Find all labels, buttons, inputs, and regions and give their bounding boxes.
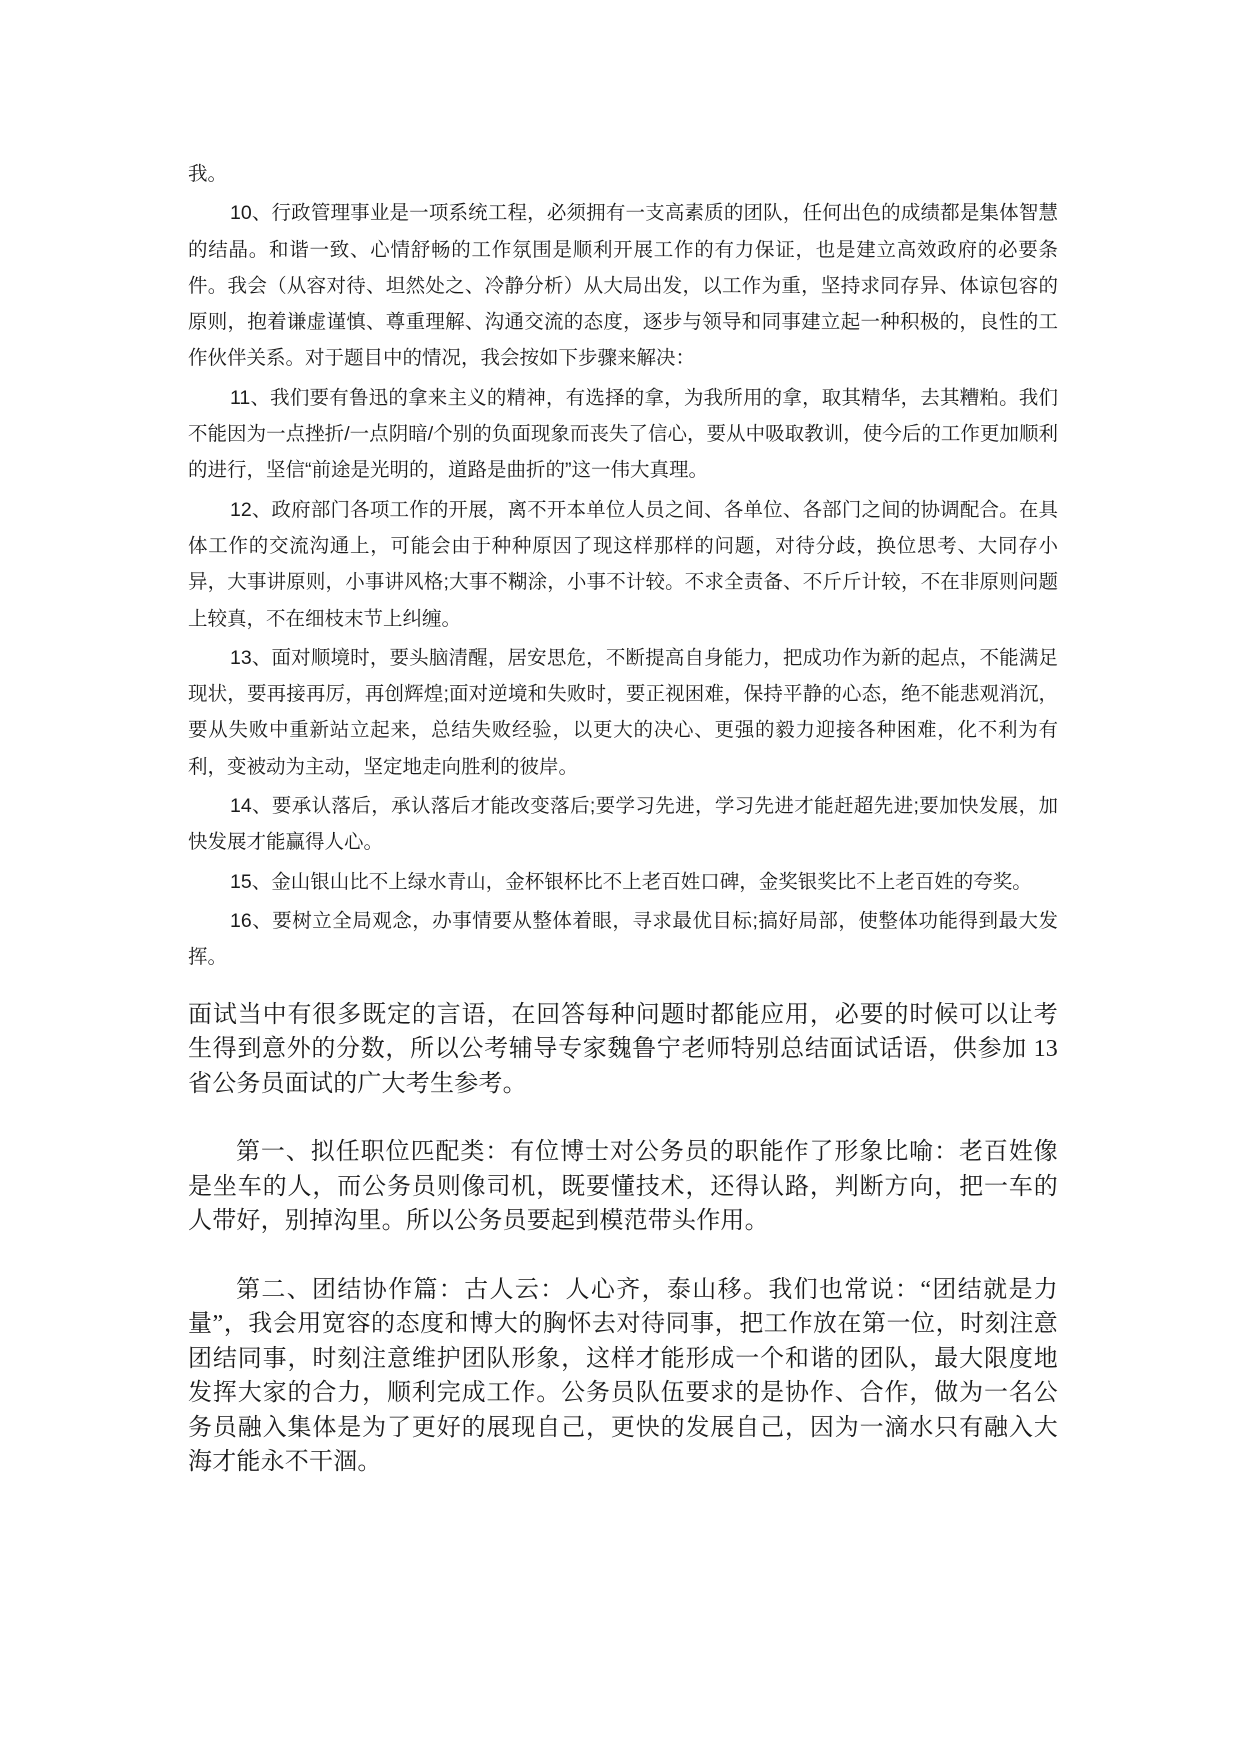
section-1-paragraph: 第一、拟任职位匹配类：有位博士对公务员的职能作了形象比喻：老百姓像是坐车的人，而公务员则像司机，既要懂技术，还得认路，判断方向，把一车的人带好，别掉沟里。所以公务员要起到模范带头作用。 (188, 1139, 1058, 1235)
document-page (188, 156, 1058, 1480)
numbered-list (188, 156, 1058, 976)
interview-phrases-section (188, 998, 1058, 1480)
section-2-paragraph: 第二、团结协作篇：古人云：人心齐，泰山移。我们也常说：“团结就是力量”，我会用宽容的态度和博大的胸怀去对待同事，把工作放在第一位，时刻注意团结同事，时刻注意维护团队形象，这样才能形成一个和谐的团队，最大限度地发挥大家的合力，顺利完成工作。公务员队伍要求的是协作、合作，做为一名公务员融入集体是为了更好的展现自己，更快的发展自己，因为一滴水只有融入大海才能永不干涸。 (188, 1276, 1058, 1476)
list-item-14: 14、要承认落后，承认落后才能改变落后;要学习先进，学习先进才能赶超先进;要加快发展，加快发展才能赢得人心。 (188, 795, 1058, 854)
list-item-13: 13、面对顺境时，要头脑清醒，居安思危，不断提高自身能力，把成功作为新的起点，不能满足现状，要再接再厉，再创辉煌;面对逆境和失败时，要正视困难，保持平静的心态，绝不能悲观消沉，要从失败中重新站立起来，总结失败经验，以更大的决心、更强的毅力迎接各种困难，化不利为有利，变被动为主动，坚定地走向胜利的彼岸。 (188, 646, 1058, 778)
list-item-16: 16、要树立全局观念，办事情要从整体着眼，寻求最优目标;搞好局部，使整体功能得到最大发挥。 (188, 909, 1058, 969)
list-item-15: 15、金山银山比不上绿水青山，金杯银杯比不上老百姓口碑，金奖银奖比不上老百姓的夸奖。 (230, 870, 1032, 893)
paragraph-continuation: 我。 (188, 163, 228, 185)
intro-paragraph: 面试当中有很多既定的言语，在回答每种问题时都能应用，必要的时候可以让考生得到意外的分数，所以公考辅导专家魏鲁宁老师特别总结面试话语，供参加 13 省公务员面试的广大考生参考。 (188, 1001, 1058, 1097)
list-item-11: 11、我们要有鲁迅的拿来主义的精神，有选择的拿，为我所用的拿，取其精华，去其糟粕。我们不能因为一点挫折/一点阴暗/个别的负面现象而丧失了信心，要从中吸取教训，使今后的工作更加顺利的进行，坚信“前途是光明的，道路是曲折的”这一伟大真理。 (188, 386, 1058, 482)
list-item-10: 10、行政管理事业是一项系统工程，必须拥有一支高素质的团队，任何出色的成绩都是集体智慧的结晶。和谐一致、心情舒畅的工作氛围是顺利开展工作的有力保证，也是建立高效政府的必要条件。我会（从容对待、坦然处之、冷静分析）从大局出发，以工作为重，坚持求同存异、体谅包容的原则，抱着谦虚谨慎、尊重理解、沟通交流的态度，逐步与领导和同事建立起一种积极的，良性的工作伙伴关系。对于题目中的情况，我会按如下步骤来解决： (188, 202, 1058, 370)
list-item-12: 12、政府部门各项工作的开展，离不开本单位人员之间、各单位、各部门之间的协调配合。在具体工作的交流沟通上，可能会由于种种原因了现这样那样的问题，对待分歧，换位思考、大同存小异，大事讲原则，小事讲风格;大事不糊涂，小事不计较。不求全责备、不斤斤计较，不在非原则问题上较真，不在细枝末节上纠缠。 (188, 498, 1058, 630)
